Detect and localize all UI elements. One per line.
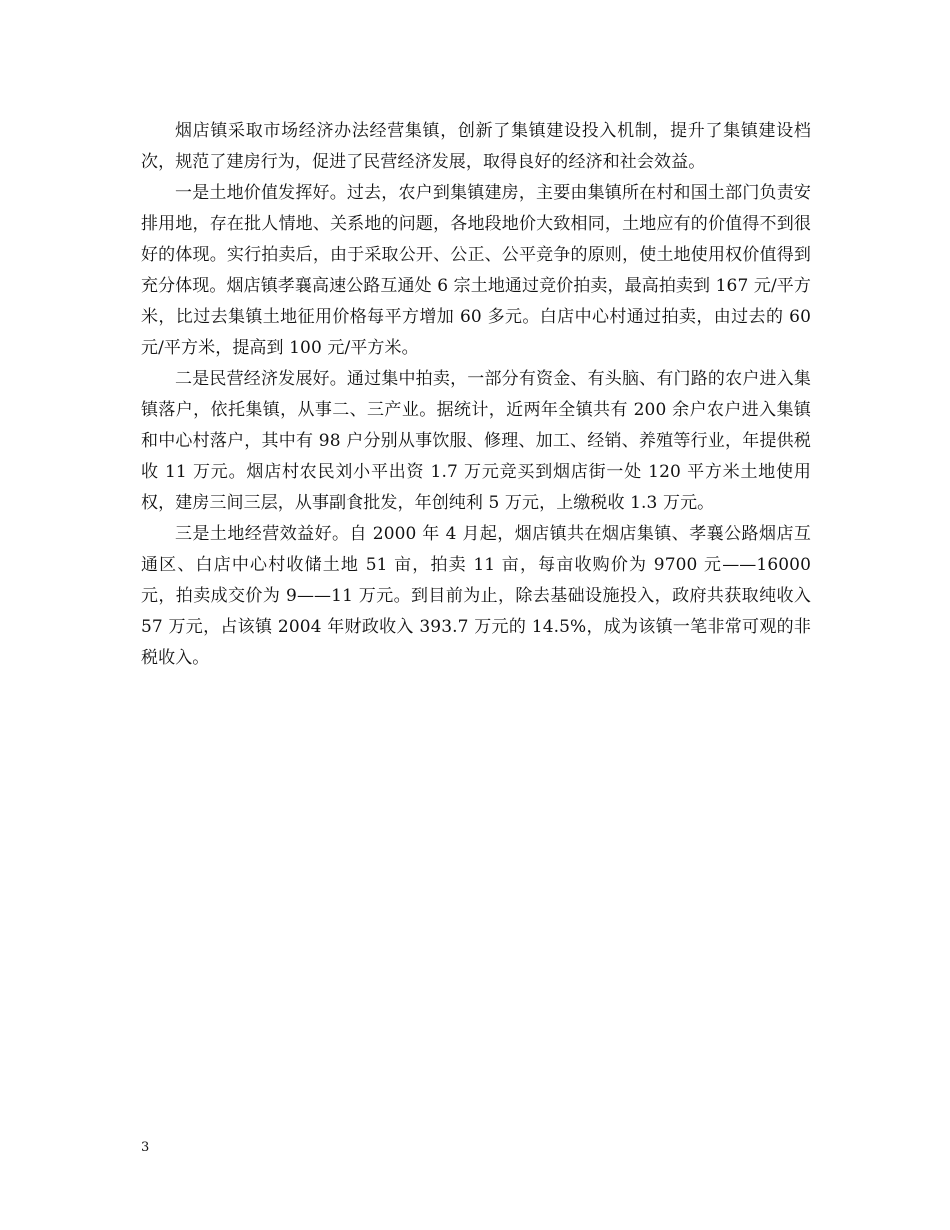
document-body (141, 116, 811, 674)
paragraph-land-benefit: 三是土地经营效益好。自 2000 年 4 月起，烟店镇共在烟店集镇、孝襄公路烟店互通区、白店中心村收储土地 51 亩，拍卖 11 亩，每亩收购价为 9700 元——16000 元，拍卖成交价为 9——11 万元。到目前为止，除去基础设施投入，政府共获取纯收入 57 万元，占该镇 2004 年财政收入 393.7 万元的 14.5%，成为该镇一笔非常可观的非税收入。 (141, 524, 811, 668)
page-number: 3 (141, 1140, 150, 1155)
paragraph-intro: 烟店镇采取市场经济办法经营集镇，创新了集镇建设投入机制，提升了集镇建设档次，规范了建房行为，促进了民营经济发展，取得良好的经济和社会效益。 (141, 121, 811, 172)
paragraph-land-value: 一是土地价值发挥好。过去，农户到集镇建房，主要由集镇所在村和国土部门负责安排用地，存在批人情地、关系地的问题，各地段地价大致相同，土地应有的价值得不到很好的体现。实行拍卖后，由于采取公开、公正、公平竞争的原则，使土地使用权价值得到充分体现。烟店镇孝襄高速公路互通处 6 宗土地通过竞价拍卖，最高拍卖到 167 元/平方米，比过去集镇土地征用价格每平方增加 60 多元。白店中心村通过拍卖，由过去的 60 元/平方米，提高到 100 元/平方米。 (141, 183, 812, 358)
paragraph-private-economy: 二是民营经济发展好。通过集中拍卖，一部分有资金、有头脑、有门路的农户进入集镇落户，依托集镇，从事二、三产业。据统计，近两年全镇共有 200 余户农户进入集镇和中心村落户，其中有 98 户分别从事饮服、修理、加工、经销、养殖等行业，年提供税收 11 万元。烟店村农民刘小平出资 1.7 万元竞买到烟店街一处 120 平方米土地使用权，建房三间三层，从事副食批发，年创纯利 5 万元，上缴税收 1.3 万元。 (141, 369, 811, 513)
